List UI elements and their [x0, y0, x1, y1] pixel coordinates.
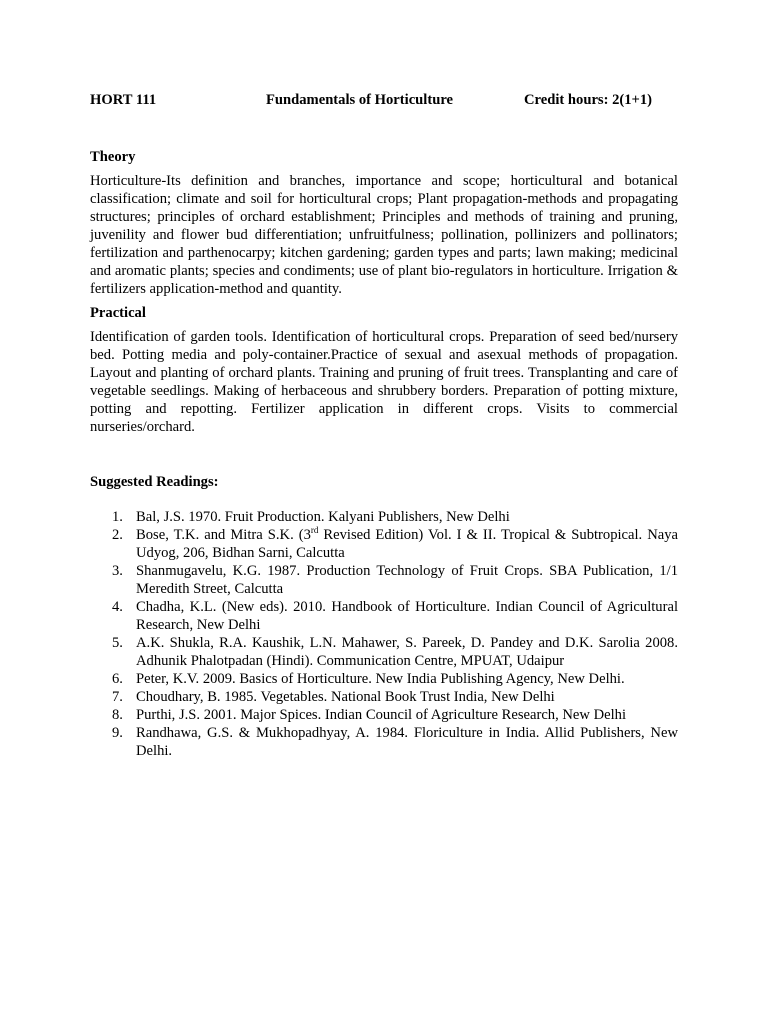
readings-heading: Suggested Readings:	[90, 474, 219, 490]
reading-item	[90, 562, 678, 598]
theory-text: Horticulture-Its definition and branches, importance and scope; horticultural and botanical classification; climate and soil for horticultural crops; Plant propagation-methods and propagating structures; principles of orchard establishment; Principles and methods of training and pruning, juvenility and flower bud differentiation; unfruitfulness; pollination, pollinizers and pollinators; fertilization and parthenocarpy; kitchen gardening; garden types and parts; lawn making; medicinal and aromatic plants; species and condiments; use of plant bio-regulators in horticulture. Irrigation & fertilizers application-method and quantity.	[90, 173, 678, 297]
reading-item	[90, 634, 678, 670]
reading-text: Purthi, J.S. 2001. Major Spices. Indian Council of Agriculture Research, New Delhi	[136, 707, 627, 723]
reading-text: Chadha, K.L. (New eds). 2010. Handbook of Horticulture. Indian Council of Agricultural Research, New Delhi	[136, 599, 678, 633]
theory-heading: Theory	[90, 149, 136, 165]
reading-text: Peter, K.V. 2009. Basics of Horticulture. New India Publishing Agency, New Delhi.	[136, 671, 625, 687]
reading-item	[90, 724, 678, 760]
practical-text: Identification of garden tools. Identification of horticultural crops. Preparation of seed bed/nursery bed. Potting media and poly-container.Practice of sexual and asexual methods of propagation. Layout and planting of orchard plants. Training and pruning of fruit trees. Transplanting and care of vegetable seedlings. Making of herbaceous and shrubbery borders. Preparation of potting mixture, potting and repotting. Fertilizer application in different crops. Visits to commercial nurseries/orchard.	[90, 329, 678, 435]
reading-number: 4.	[112, 599, 123, 615]
reading-number: 6.	[112, 671, 123, 687]
course-header	[90, 92, 678, 112]
reading-number: 2.	[112, 527, 123, 543]
reading-item	[90, 508, 678, 526]
reading-text-post: Revised Edition) Vol. I & II. Tropical & Subtropical. Naya Udyog, 206, Bidhan Sarni, Calcutta	[136, 527, 679, 561]
practical-heading: Practical	[90, 305, 146, 321]
reading-number: 9.	[112, 725, 123, 741]
reading-text: Bal, J.S. 1970. Fruit Production. Kalyani Publishers, New Delhi	[136, 509, 510, 525]
reading-text: Choudhary, B. 1985. Vegetables. National Book Trust India, New Delhi	[136, 689, 555, 705]
reading-item	[90, 670, 678, 688]
reading-item	[90, 526, 678, 562]
document-page	[90, 92, 678, 760]
course-code: HORT 111	[90, 92, 157, 108]
reading-number: 8.	[112, 707, 123, 723]
reading-number: 7.	[112, 689, 123, 705]
reading-text: Randhawa, G.S. & Mukhopadhyay, A. 1984. Floriculture in India. Allid Publishers, New Delhi.	[136, 725, 678, 759]
reading-text: A.K. Shukla, R.A. Kaushik, L.N. Mahawer, S. Pareek, D. Pandey and D.K. Sarolia 2008. Adhunik Phalotpadan (Hindi). Communication Centre, MPUAT, Udaipur	[136, 635, 678, 669]
reading-superscript: rd	[310, 525, 319, 536]
readings-list	[90, 508, 678, 760]
reading-item	[90, 598, 678, 634]
reading-item	[90, 706, 678, 724]
reading-item	[90, 688, 678, 706]
reading-number: 5.	[112, 635, 123, 651]
reading-number: 1.	[112, 509, 123, 525]
reading-number: 3.	[112, 563, 123, 579]
course-title: Fundamentals of Horticulture	[266, 92, 454, 108]
reading-text: Shanmugavelu, K.G. 1987. Production Technology of Fruit Crops. SBA Publication, 1/1 Meredith Street, Calcutta	[136, 563, 678, 597]
reading-text-pre: Bose, T.K. and Mitra S.K. (3	[136, 527, 311, 543]
credit-hours: Credit hours: 2(1+1)	[524, 92, 653, 108]
